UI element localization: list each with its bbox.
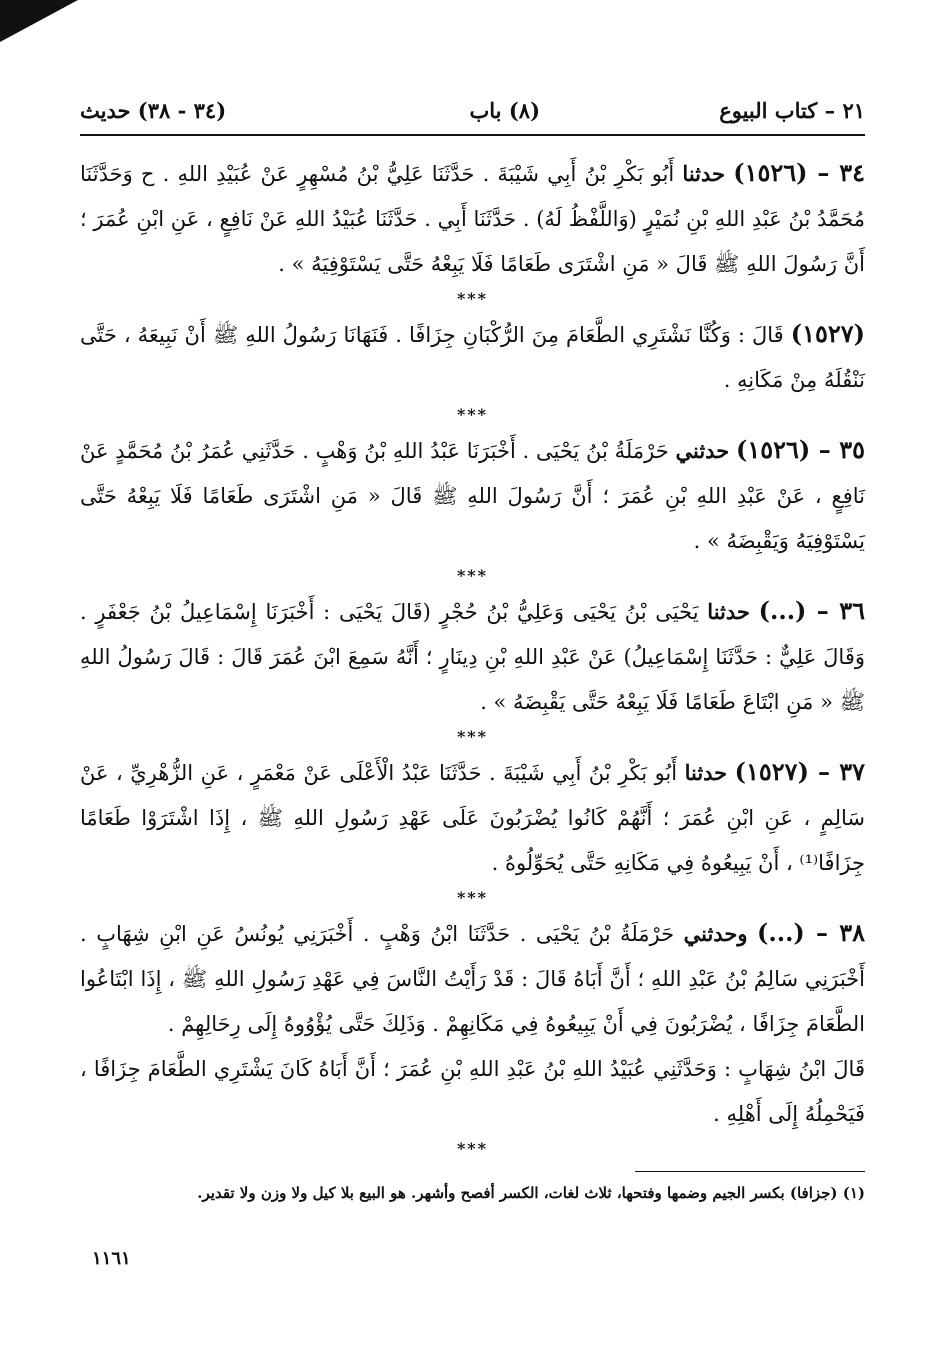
hadith-lead: حدثنا [707, 599, 750, 624]
hadith-text: يَحْيَى بْنُ يَحْيَى وَعَلِيُّ بْنُ حُجْرٍ (قَالَ يَحْيَى : أَخْبَرَنَا إِسْمَاعِيلُ بْنُ جَعْفَرٍ . وَقَالَ عَلِيٌّ : حَدَّثَنَا إِسْمَاعِيلُ) عَنْ عَبْدِ اللهِ بْنِ دِينَارٍ ؛ أَنَّهُ سَمِعَ ابْنَ عُمَرَ قَالَ : قَالَ رَسُولُ اللهِ ﷺ « مَنِ ابْتَاعَ طَعَامًا فَلَا يَبِعْهُ حَتَّى يَقْبِضَهُ » . [80, 600, 865, 714]
separator-stars: *** [456, 727, 489, 746]
page-corner-shadow [0, 0, 78, 42]
hadith-text: حَرْمَلَةُ بْنُ يَحْيَى . أَخْبَرَنَا عَبْدُ اللهِ بْنُ وَهْبٍ . حَدَّثَنِي عُمَرُ بْنُ مُحَمَّدٍ عَنْ نَافِعٍ ، عَنْ عَبْدِ اللهِ بْنِ عُمَرَ ؛ أَنَّ رَسُولَ اللهِ ﷺ قَالَ « مَنِ اشْتَرَى طَعَامًا فَلَا يَبِعْهُ حَتَّى يَسْتَوْفِيَهُ وَيَقْبِضَهُ » . [80, 439, 865, 553]
hadith-38 [80, 910, 865, 1047]
hadith-range: (٣٤ - ٣٨) حديث [80, 98, 227, 123]
hadith-text: قَالَ ابْنُ شِهَابٍ : وَحَدَّثَنِي عُبَيْدُ اللهِ بْنُ عَبْدِ اللهِ بْنِ عُمَرَ ؛ أَنَّ أَبَاهُ كَانَ يَشْتَرِي الطَّعَامَ جِزَافًا ، فَيَحْمِلُهُ إِلَى أَهْلِهِ . [80, 1057, 865, 1126]
hadith-number: ٣٧ – (١٥٢٧) [734, 757, 865, 786]
footnote-rule [635, 1171, 865, 1172]
hadith-number: (١٥٢٧) [790, 319, 865, 348]
hadith-text: أَبُو بَكْرِ بْنُ أَبِي شَيْبَةَ . حَدَّثَنَا عَبْدُ الْأَعْلَى عَنْ مَعْمَرٍ ، عَنِ الزُّهْرِيِّ ، عَنْ سَالِمٍ ، عَنِ ابْنِ عُمَرَ ؛ أَنَّهُمْ كَانُوا يُضْرَبُونَ عَلَى عَهْدِ رَسُولِ اللهِ ﷺ ، إِذَا اشْتَرَوْا طَعَامًا جِزَافًا⁽¹⁾ ، أَنْ يَبِيعُوهُ فِي مَكَانِهِ حَتَّى يُحَوِّلُوهُ . [80, 761, 865, 875]
running-header [80, 92, 865, 134]
hadith-text: قَالَ : وَكُنَّا نَشْتَرِي الطَّعَامَ مِنَ الرُّكْبَانِ جِزَافًا . فَنَهَانَا رَسُولُ اللهِ ﷺ أَنْ نَبِيعَهُ ، حَتَّى نَنْقُلَهُ مِنْ مَكَانِهِ . [80, 323, 865, 392]
hadith-37 [80, 749, 865, 886]
chapter-label: (٨) باب [469, 98, 540, 123]
hadith-34 [80, 150, 865, 287]
hadith-lead: حدثني [675, 438, 730, 463]
separator-stars: *** [456, 888, 489, 907]
hadith-text: أَبُو بَكْرِ بْنُ أَبِي شَيْبَةَ . حَدَّثَنَا عَلِيُّ بْنُ مُسْهِرٍ عَنْ عُبَيْدِ اللهِ . ح وَحَدَّثَنَا مُحَمَّدُ بْنُ عَبْدِ اللهِ بْنِ نُمَيْرٍ (وَاللَّفْظُ لَهُ) . حَدَّثَنَا أَبِي . حَدَّثَنَا عُبَيْدُ اللهِ عَنْ نَافِعٍ ، عَنِ ابْنِ عُمَرَ ؛ أَنَّ رَسُولَ اللهِ ﷺ قَالَ « مَنِ اشْتَرَى طَعَامًا فَلَا يَبِعْهُ حَتَّى يَسْتَوْفِيَهُ » . [80, 162, 866, 276]
separator-stars: *** [456, 289, 489, 308]
separator-stars: *** [456, 1139, 489, 1158]
hadith-lead: حدثنا [682, 161, 726, 186]
separator-stars: *** [456, 566, 489, 585]
separator-stars: *** [456, 405, 489, 424]
hadith-lead: حدثنا [684, 760, 728, 785]
header-rule [80, 134, 865, 136]
hadith-1527 [80, 311, 865, 403]
hadith-text: حَرْمَلَةُ بْنُ يَحْيَى . حَدَّثَنَا ابْنُ وَهْبٍ . أَخْبَرَنِي يُونُسُ عَنِ ابْنِ شِهَابٍ . أَخْبَرَنِي سَالِمُ بْنُ عَبْدِ اللهِ ؛ أَنَّ أَبَاهُ قَالَ : قَدْ رَأَيْتُ النَّاسَ فِي عَهْدِ رَسُولِ اللهِ ﷺ ، إِذَا ابْتَاعُوا الطَّعَامَ جِزَافًا ، يُضْرَبُونَ فِي أَنْ يَبِيعُوهُ فِي مَكَانِهِمْ . وَذَلِكَ حَتَّى يُؤْوُوهُ إِلَى رِحَالِهِمْ . [80, 922, 865, 1036]
book-page [80, 92, 865, 1206]
hadith-36 [80, 588, 865, 725]
hadith-35 [80, 427, 865, 564]
hadith-number: ٣٤ – (١٥٢٦) [733, 158, 865, 187]
hadith-lead: وحدثني [683, 921, 748, 946]
page-number: ١١٦١ [92, 1248, 131, 1269]
hadith-number: ٣٥ – (١٥٢٦) [736, 435, 865, 464]
footnote: (١) (جزافا) بكسر الجيم وضمها وفتحها، ثلاث لغات، الكسر أفصح وأشهر. هو البيع بلا كيل ولا وزن ولا تقدير. [197, 1184, 865, 1202]
book-title: ٢١ – كتاب البيوع [719, 98, 865, 123]
hadith-38-continuation [80, 1047, 865, 1137]
hadith-number: ٣٦ – (...) [758, 596, 865, 625]
hadith-number: ٣٨ – (...) [757, 918, 865, 947]
